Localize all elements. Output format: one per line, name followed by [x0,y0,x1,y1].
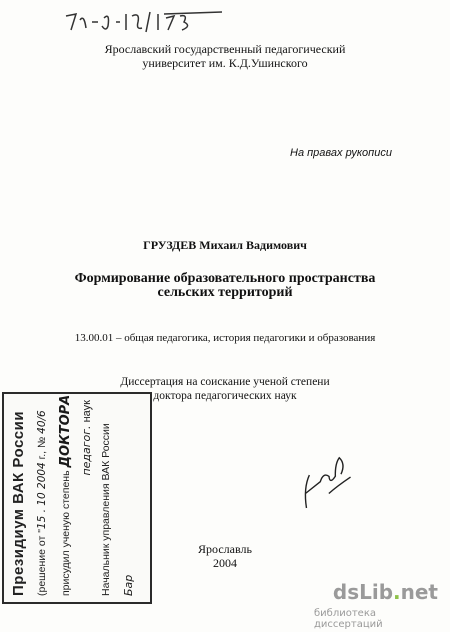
vak-stamp-box [2,392,152,604]
year: 2004 [213,556,237,570]
stamp-decision-line [36,400,48,596]
vak-stamp [2,392,152,604]
handwritten-archive-code [62,4,232,38]
stamp-decision-number: 40/6 [36,410,48,434]
degree-line-2: доктора педагогических наук [153,390,297,402]
stamp-degree-prefix: присудил ученую степень [60,470,72,596]
degree-line-1: Диссертация на соискание ученой степени [120,376,330,388]
dslib-logo-dot: . [393,580,401,604]
stamp-chief-signature-text: Бар [122,574,135,596]
stamp-decision-prefix: (решение от " [36,529,48,596]
stamp-degree-line [58,394,73,596]
stamp-degree-value: ДОКТОРА [58,394,73,468]
stamp-chief-title: Начальник управления ВАК России [100,423,112,596]
stamp-title: Президиум ВАК России [10,410,27,596]
archive-code-scribble [62,4,232,38]
dslib-subtitle: библиотека диссертаций [314,608,383,630]
dissertation-title-line-1: Формирование образовательного пространства [74,271,376,286]
dissertation-title-line-2: сельских территорий [157,285,293,300]
institution-line-1: Ярославский государственный педагогический [104,42,346,56]
stamp-decision-suffix: г., № [36,436,48,460]
author-signature [290,450,360,510]
dslib-watermark [314,580,444,628]
dslib-logo-right: net [400,580,438,604]
dslib-logo-left: dsLib [332,580,394,604]
stamp-field-value: педагог. [80,425,93,476]
stamp-field-line [80,400,93,596]
specialty-code: 13.00.01 – общая педагогика, история педагогики и образования [74,332,376,344]
signature-scribble [290,450,360,510]
city: Ярославль [198,542,252,556]
manuscript-note: На правах рукописи [290,147,392,159]
author-name: ГРУЗДЕВ Михаил Вадимович [143,238,307,252]
stamp-decision-date: 15 . 10 2004 [36,462,48,530]
dslib-logo [333,580,438,604]
stamp-chief-signature [122,400,135,596]
stamp-field-suffix: наук [81,400,93,423]
institution-line-2: университет им. К.Д.Ушинского [142,56,308,70]
